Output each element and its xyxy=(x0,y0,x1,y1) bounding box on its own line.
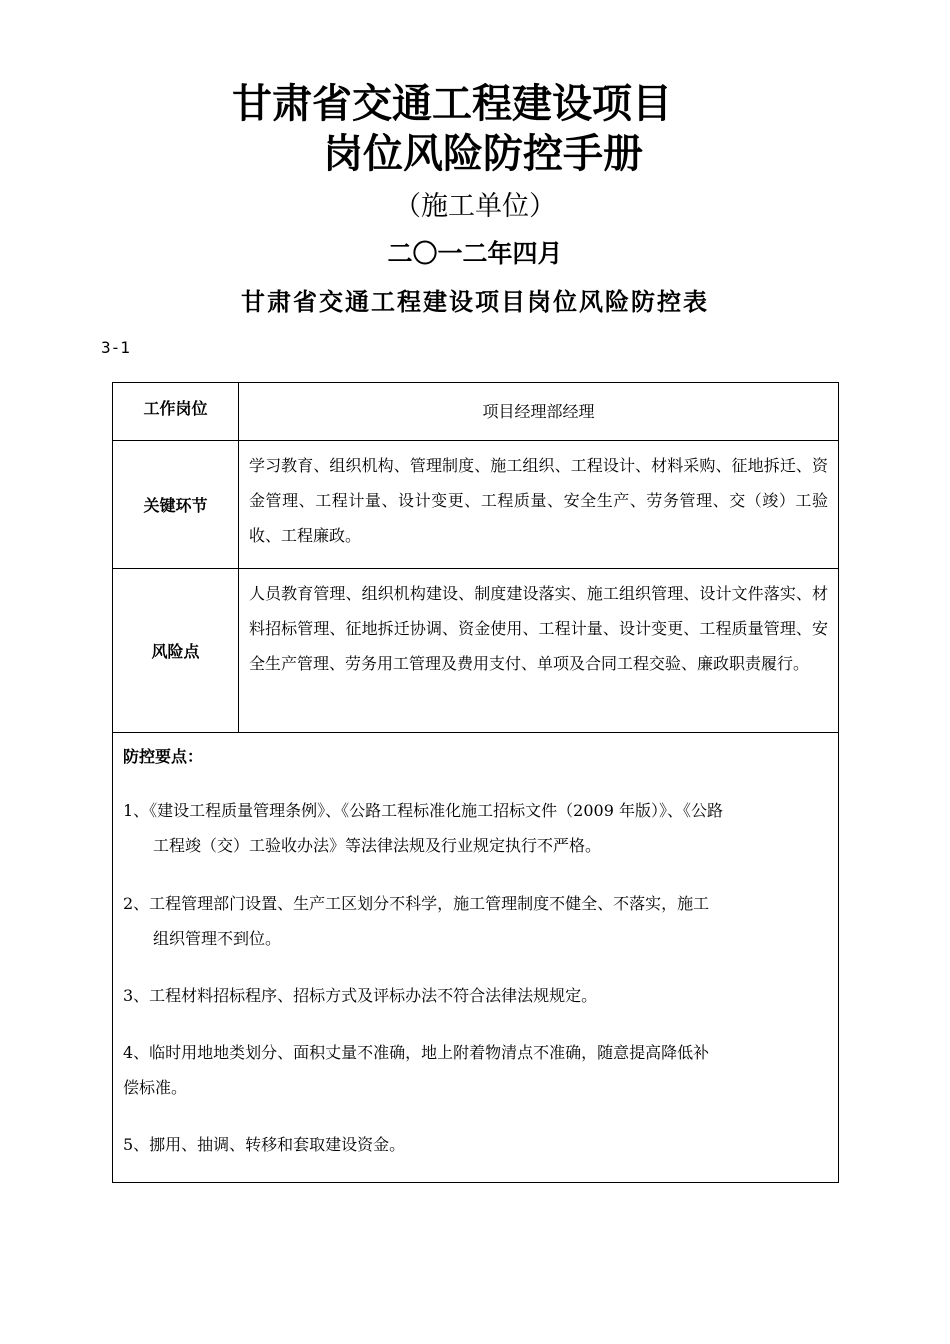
control-point xyxy=(123,1127,829,1162)
table-row-key-links xyxy=(113,441,838,569)
control-points-heading: 防控要点： xyxy=(123,747,204,766)
control-point-line1: 2、工程管理部门设置、生产工区划分不科学，施工管理制度不健全、不落实，施工 xyxy=(123,894,710,913)
document-title-line-1: 甘肃省交通工程建设项目 xyxy=(232,81,672,127)
control-point-line1: 4、临时用地地类划分、面积丈量不准确，地上附着物清点不准确，随意提高降低补 xyxy=(123,1043,710,1062)
position-value: 项目经理部经理 xyxy=(482,402,595,421)
control-point-line2: 组织管理不到位。 xyxy=(153,929,282,948)
document-title-line-2: 岗位风险防控手册 xyxy=(323,131,643,177)
table-row-risk-points xyxy=(113,569,838,733)
key-links-label: 关键环节 xyxy=(113,441,239,568)
control-point-line2: 偿标准。 xyxy=(123,1078,188,1097)
table-code: 3-1 xyxy=(101,338,130,357)
document-subtitle: （施工单位） xyxy=(394,191,556,222)
risk-points-label: 风险点 xyxy=(113,569,239,732)
table-title: 甘肃省交通工程建设项目岗位风险防控表 xyxy=(241,288,709,316)
risk-points-value: 人员教育管理、组织机构建设、制度建设落实、施工组织管理、设计文件落实、材料招标管理、征地拆迁协调、资金使用、工程计量、设计变更、工程质量管理、安全生产管理、劳务用工管理及费用支付、单项及合同工程交验、廉政职责履行。 xyxy=(249,584,828,673)
control-point-line1: 5、挪用、抽调、转移和套取建设资金。 xyxy=(123,1135,406,1154)
table-row-position xyxy=(113,383,838,441)
document-date: 二〇一二年四月 xyxy=(387,239,563,268)
control-point xyxy=(123,793,829,863)
risk-control-table xyxy=(112,382,839,1183)
key-links-value: 学习教育、组织机构、管理制度、施工组织、工程设计、材料采购、征地拆迁、资金管理、工程计量、设计变更、工程质量、安全生产、劳务管理、交（竣）工验收、工程廉政。 xyxy=(249,456,828,545)
control-point-line1: 3、工程材料招标程序、招标方式及评标办法不符合法律法规规定。 xyxy=(123,986,598,1005)
control-point xyxy=(123,886,829,956)
control-point-line2: 工程竣（交）工验收办法》等法律法规及行业规定执行不严格。 xyxy=(153,836,602,855)
control-point-line1: 1、《建设工程质量管理条例》、《公路工程标准化施工招标文件（2009 年版）》、《公路 xyxy=(123,801,723,820)
control-point xyxy=(123,1035,829,1105)
position-label: 工作岗位 xyxy=(113,383,239,440)
control-point xyxy=(123,978,829,1013)
